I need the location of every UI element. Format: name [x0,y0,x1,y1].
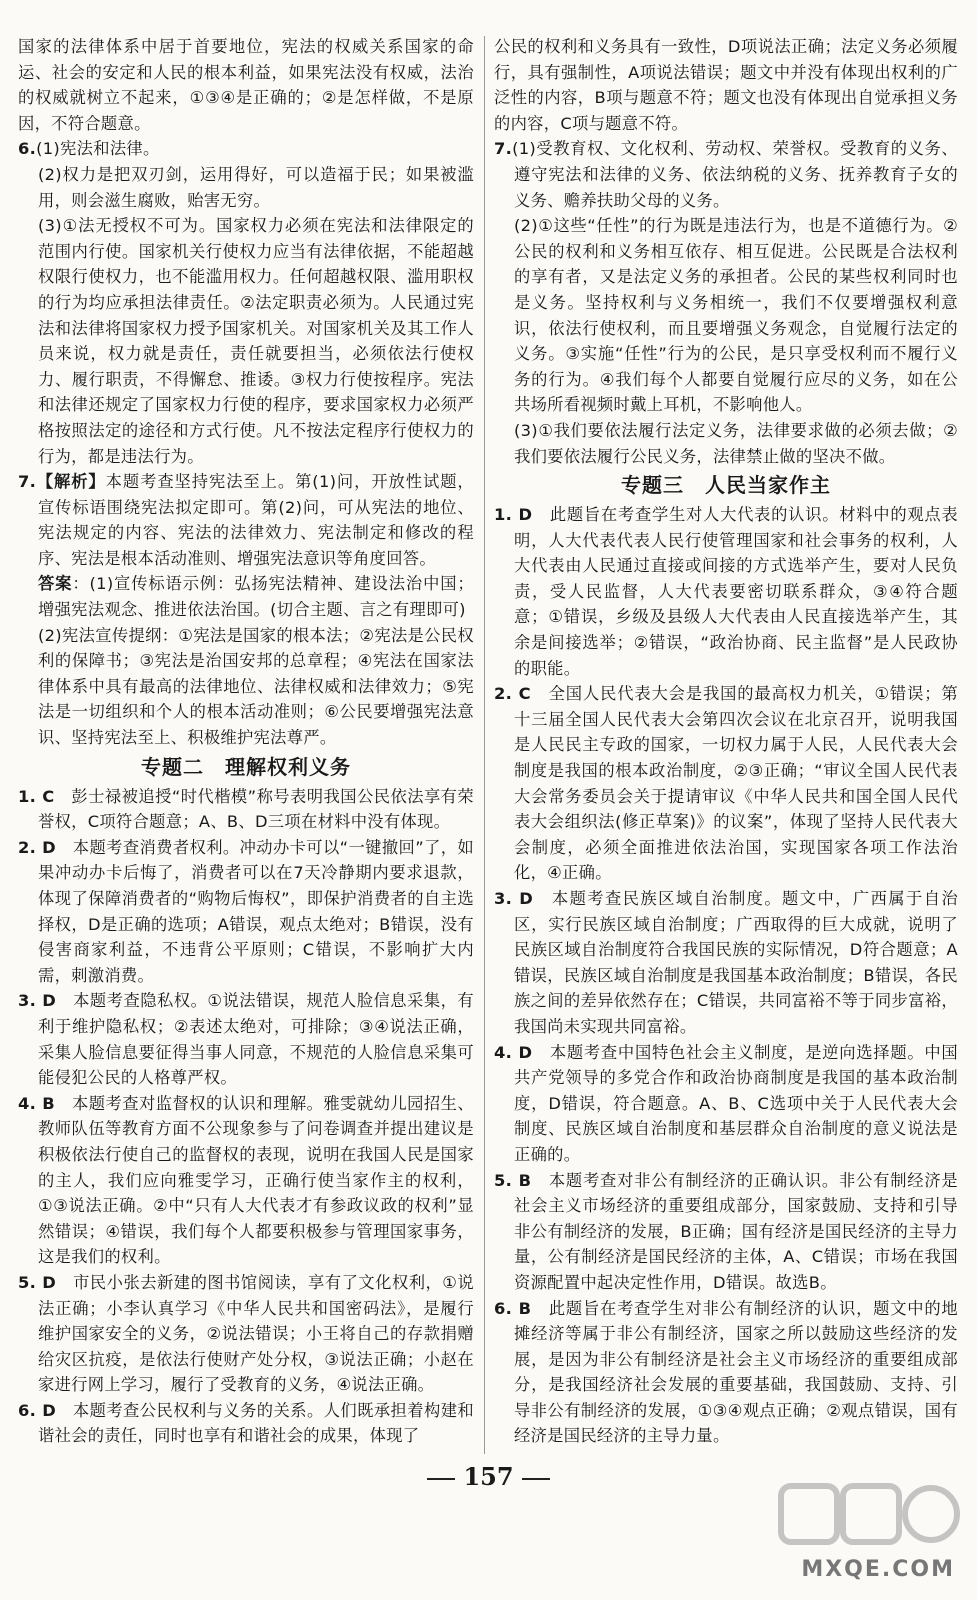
answer-label: 答案 [38,574,73,594]
list-item: 5. B 本题考查对非公有制经济的正确认识。非公有制经济是社会主义市场经济的重要组成部分，国家鼓励、支持和引导非公有制经济的发展，B正确；国有经济是国民经济的主导力量，公有制经济是国民经济的主体，A、C错误；市场在我国资源配置中起决定性作用，D错误。故选B。 [494,1170,958,1292]
analysis-label: 【解析】 [36,472,106,492]
list-item: 2. C 全国人民代表大会是我国的最高权力机关，①错误；第十三届全国人民代表大会第四次会议在北京召开，说明我国是人民民主专政的国家，一切权力属于人民，人民代表大会制度是我国的根本政治制度，②③正确；“审议全国人民代表大会常务委员会关于提请审议《中华人民共和国全国人民代表大会组织法(修正草案)》的议案”，体现了坚持人民代表大会制度，必须全面推进依法治国，实现国家各项工作法治化，④正确。 [494,684,958,883]
answer-part: (2)宪法宣传提纲：①宪法是国家的根本法；②宪法是公民权利的保障书；③宪法是治国安邦的总章程；④宪法在国家法律体系中具有最高的法律地位、法律权威和法律效力；⑤宪法是一切组织和个人的根本活动准则；⑥公民要增强宪法意识、坚持宪法至上、积极维护宪法尊严。 [38,625,474,748]
list-item: 4. D 本题考查中国特色社会主义制度，是逆向选择题。中国共产党领导的多党合作和政治协商制度是我国的基本政治制度，D错误，符合题意。A、B、C选项中关于人民代表大会制度、民族区域自治制度和基层群众自治制度的意义说法是正确的。 [494,1042,958,1164]
answer-part: (2)权力是把双刃剑，运用得好，可以造福于民；如果被滥用，则会滋生腐败，贻害无穷。 [38,164,474,210]
answer-part: (1)宪法和法律。 [36,139,160,159]
answer-part: (2)①这些“任性”的行为既是违法行为，也是不道德行为。②公民的权利和义务相互依存、相互促进。公民既是合法权利的享有者，又是法定义务的承担者。公民的某些权利同时也是义务。坚持权利与义务相统一，我们不仅要增强权利意识，依法行使权利，而且要增强义务观念，自觉履行法定的义务。③实施“任性”行为的公民，是只享受权利而不履行义务的行为。④我们每个人都要自觉履行应尽的义务，如在公共场所看视频时戴上耳机，不影响他人。 [514,216,958,415]
list-item: 2. D 本题考查消费者权利。冲动办卡可以“一键撤回”了，如果冲动办卡后悔了，消费者可以在7天冷静期内要求退款，体现了保障消费者的“购物后悔权”，即保护消费者的自主选择权，D是正确的选项；A错误，观点太绝对；B错误，没有侵害商家利益，不违背公平原则；C错误，不影响扩大内需，刺激消费。 [18,837,474,985]
list-item: 1. C 彭士禄被追授“时代楷模”称号表明我国公民依法享有荣誉权，C项符合题意；A、B、D三项在材料中没有体现。 [18,786,474,832]
paragraph: 公民的权利和义务具有一致性，D项说法正确；法定义务必须履行，具有强制性，A项说法错误；题文中并没有体现出权利的广泛性的内容，B项与题意不符；题文也没有体现出自觉承担义务的内容，C项与题意不符。 [494,37,958,133]
list-item: 1. D 此题旨在考查学生对人大代表的认识。材料中的观点表明，人大代表代表人民行使管理国家和社会事务的权利，人大代表由人民通过直接或间接的方式选举产生，要对人民负责，受人民监督，人大代表要密切联系群众，③④符合题意；①错误，乡级及县级人大代表由人民直接选举产生，其余是间接选举；②错误，“政治协商、民主监督”是人民政协的职能。 [494,505,958,678]
question-7 [18,469,474,571]
list-item: 4. B 本题考查对监督权的认识和理解。雅雯就幼儿园招生、教师队伍等教育方面不公现象参与了问卷调查并提出建议是积极依法行使自己的监督权的表现，说明在我国人民是国家的主人，我们应向雅雯学习，正确行使当家作主的权利，①③说法正确。②中“只有人大代表才有参政议政的权利”显然错误；④错误，我们每个人都要积极参与管理国家事务，这是我们的权利。 [18,1093,475,1267]
section-title: 专题三 人民当家作主 [621,473,831,498]
column-divider [484,36,485,1454]
question-7 [494,136,958,213]
question-number: 7. [494,139,513,159]
right-column [494,34,958,1449]
list-item: 3. D 本题考查民族区域自治制度。题文中，广西属于自治区，实行民族区域自治制度；广西取得的巨大成就，说明了民族区域自治制度符合我国民族的实际情况，D符合题意；A错误，民族区域自治制度是我国基本政治制度；B错误，各民族之间的差异依然存在；C错误，共同富裕不等于同步富裕，我国尚未实现共同富裕。 [494,889,958,1036]
paragraph: 国家的法律体系中居于首要地位，宪法的权威关系国家的命运、社会的安定和人民的根本利益，如果宪法没有权威，法治的权威就树立不起来，①③④是正确的；②是怎样做，不是原因，不符合题意。 [18,37,474,133]
left-column [18,34,474,1449]
answer-part: 答案：(1)宣传标语示例：弘扬宪法精神、建设法治中国；增强宪法观念、推进依法治国。(切合主题、言之有理即可) [38,574,474,620]
question-number: 6. [18,139,37,159]
page-number: 157 [0,1462,977,1491]
list-item: 6. B 此题旨在考查学生对非公有制经济的认识，题文中的地摊经济等属于非公有制经济，国家之所以鼓励这些经济的发展，是因为非公有制经济是社会主义市场经济的重要组成部分，是我国经济社会发展的重要基础，我国鼓励、支持、引导非公有制经济的发展，①③④观点正确；②观点错误，国有经济是国民经济的主导力量。 [494,1298,958,1446]
list-item: 3. D 本题考查隐私权。①说法错误，规范人脸信息采集，有利于维护隐私权；②表述太绝对，可排除；③④说法正确，采集人脸信息要征得当事人同意，不规范的人脸信息采集可能侵犯公民的人格尊严权。 [18,991,474,1088]
answer-part: (1)受教育权、文化权利、劳动权、荣誉权。受教育的义务、遵守宪法和法律的义务、依法纳税的义务、抚养教育子女的义务、赡养扶助父母的义务。 [512,139,958,210]
question-number: 7. [18,472,37,492]
analysis-text: 本题考查坚持宪法至上。第(1)问，开放性试题，宣传标语围绕宪法拟定即可。第(2)问，可从宪法的地位、宪法规定的内容、宪法的法律效力、宪法制定和修改的程序、宪法是根本活动准则、增强宪法意识等角度回答。 [38,472,475,568]
watermark-text: MXQE.COM [801,1557,955,1582]
list-item: 5. D 市民小张去新建的图书馆阅读，享有了文化权利，①说法正确；小李认真学习《中华人民共和国密码法》，是履行维护国家安全的义务，②说法错误；小王将自己的存款捐赠给灾区抗疫，是依法行使财产处分权，③说法正确；小赵在家进行网上学习，履行了受教育的义务，④说法正确。 [18,1272,474,1395]
answer-part: (3)①我们要依法履行法定义务，法律要求做的必须去做；②我们要依法履行公民义务，法律禁止做的坚决不做。 [514,420,958,466]
question-6 [18,136,474,162]
answer-part: (3)①法无授权不可为。国家权力必须在宪法和法律限定的范围内行使。国家机关行使权力应当有法律依据，不能超越权限行使权力，也不能滥用权力。任何超越权限、滥用职权的行为均应承担法律责任。②法定职责必须为。人民通过宪法和法律将国家权力授予国家机关。对国家机关及其工作人员来说，权力就是责任，责任就要担当，必须依法行使权力、履行职责，不得懈怠、推诿。③权力行使按程序。宪法和法律还规定了国家权力行使的程序，要求国家权力必须严格按照法定的途径和方式行使。凡不按法定程序行使权力的行为，都是违法行为。 [38,216,474,466]
section-title: 专题二 理解权利义务 [141,754,351,779]
list-item: 6. D 本题考查公民权利与义务的关系。人们既承担着构建和谐社会的责任，同时也享有和谐社会的成果，体现了 [18,1400,474,1446]
